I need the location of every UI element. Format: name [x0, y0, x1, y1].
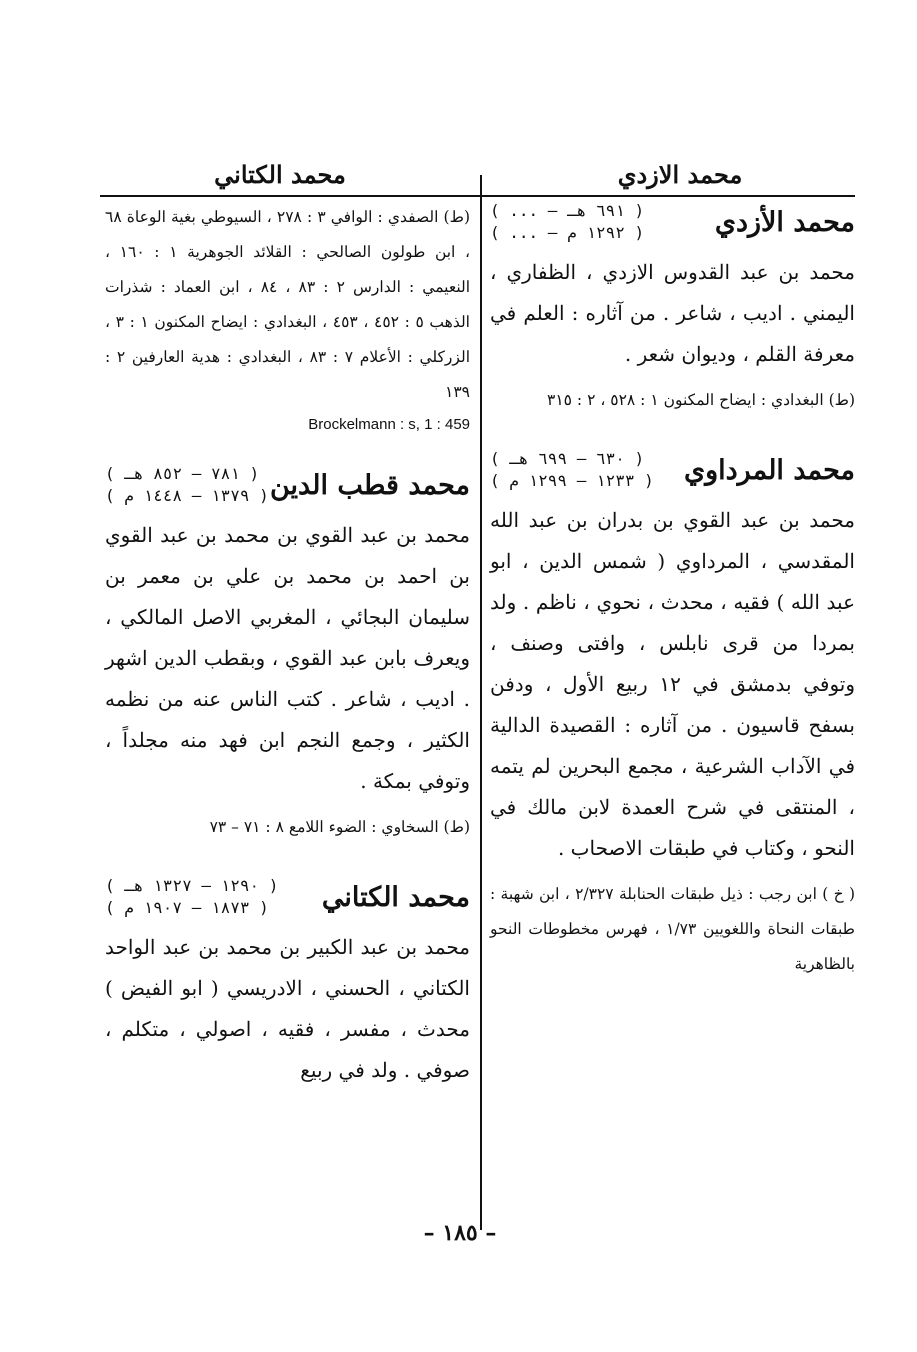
entry-name: محمد المرداوي [683, 454, 855, 486]
date-gregorian: ( ١٢٣٣ – ١٢٩٩ م ) [490, 471, 654, 490]
entry-references: (ط) البغدادي : ايضاح المكنون ١ : ٥٢٨ ، ٢ : ٣١٥ [547, 391, 855, 409]
entry-body: محمد بن عبد القدوس الازدي ، الظفاري ، اليمني . اديب ، شاعر . من آثاره : العلم في معرفة القلم ، وديوان شعر . [490, 260, 855, 366]
entry-dates [105, 875, 278, 919]
column-divider [480, 175, 482, 1230]
date-hijri: ( ... – ٦٩١ هـ ) [490, 201, 645, 220]
entry-name: محمد الكتاني [321, 881, 470, 913]
entry-body: محمد بن عبد القوي بن بدران بن عبد الله المقدسي ، المرداوي ( شمس الدين ، ابو عبد الله ) فقيه ، محدث ، نحوي ، ناظم . ولد بمردا من قرى نابلس ، وافتى وصنف ، وتوفي بدمشق في ١٢ ربيع الأول ، ودفن بسفح قاسيون . من آثاره : القصيدة الدالية في الآداب الشرعية ، مجمع البحرين لم يتمه ، المنتقى في شرح العمدة لابن مالك في النحو ، وكتاب في طبقات الاصحاب . [490, 508, 856, 860]
entry-heading [105, 463, 470, 507]
latin-reference: Brockelmann : s, 1 : 459 [308, 416, 470, 433]
continued-references: (ط) الصفدي : الوافي ٣ : ٢٧٨ ، السيوطي بغية الوعاة ٦٨ ، ابن طولون الصالحي : القلائد الجوهرية ١ : ١٦٠ ، النعيمي : الدارس ٢ : ٨٣ ، ٨٤ ، ابن العماد : شذرات الذهب ٥ : ٤٥٢ ، ٤٥٣ ، البغدادي : ايضاح المكنون ١ : ٣ ، الزركلي : الأعلام ٧ : ٨٣ ، البغدادي : هدية العارفين ٢ : ١٣٩ [105, 208, 471, 401]
entry-name: محمد الأزدي [714, 206, 855, 238]
entry [490, 200, 855, 418]
entry-dates [105, 463, 269, 507]
entry-dates [490, 448, 654, 492]
entry-heading [105, 875, 470, 919]
entry [105, 875, 470, 1091]
page-number: – ١٨٥ – [423, 1220, 497, 1246]
entry [105, 463, 470, 845]
date-hijri: ( ١٢٩٠ – ١٣٢٧ هـ ) [105, 876, 279, 895]
entry-body: محمد بن عبد الكبير بن محمد بن عبد الواحد الكتاني ، الحسني ، الادريسي ( ابو الفيض ) محدث ، مفسر ، فقيه ، اصولي ، متكلم ، صوفي . ولد في ربيع [105, 935, 470, 1082]
entry-heading [490, 448, 855, 492]
header-rule [100, 195, 855, 197]
entry-dates [490, 200, 644, 244]
entry-references: (ط) السخاوي : الضوء اللامع ٨ : ٧١ – ٧٣ [209, 818, 470, 836]
date-gregorian: ( ... – ١٢٩٢ م ) [490, 223, 645, 242]
date-gregorian: ( ١٨٧٣ – ١٩٠٧ م ) [105, 898, 269, 917]
entry-heading [490, 200, 855, 244]
entry-body: محمد بن عبد القوي بن محمد بن عبد القوي بن احمد بن محمد بن علي بن معمر بن سليمان البجائي ، المغربي الاصل المالكي ، ويعرف بابن عبد القوي ، وبقطب الدين اشهر . اديب ، شاعر . كتب الناس عنه من نظمه الكثير ، وجمع النجم ابن فهد منه مجلداً ، وتوفي بمكة . [105, 523, 470, 793]
right-column [490, 200, 855, 982]
date-hijri: ( ٦٣٠ – ٦٩٩ هـ ) [490, 449, 645, 468]
entry-name: محمد قطب الدين [269, 469, 470, 501]
running-header-right: محمد الازدي [617, 160, 743, 189]
date-gregorian: ( ١٣٧٩ – ١٤٤٨ م ) [105, 486, 269, 505]
running-header-left: محمد الكتاني [214, 160, 346, 189]
entry-references: ( خ ) ابن رجب : ذيل طبقات الحنابلة ٢/٣٢٧ ، ابن شهبة : طبقات النحاة واللغويين ١/٧٣ ، فهرس مخطوطات النحو بالظاهرية [490, 885, 855, 973]
date-hijri: ( ٧٨١ – ٨٥٢ هـ ) [105, 464, 260, 483]
entry [490, 448, 855, 982]
left-column [105, 200, 470, 1091]
